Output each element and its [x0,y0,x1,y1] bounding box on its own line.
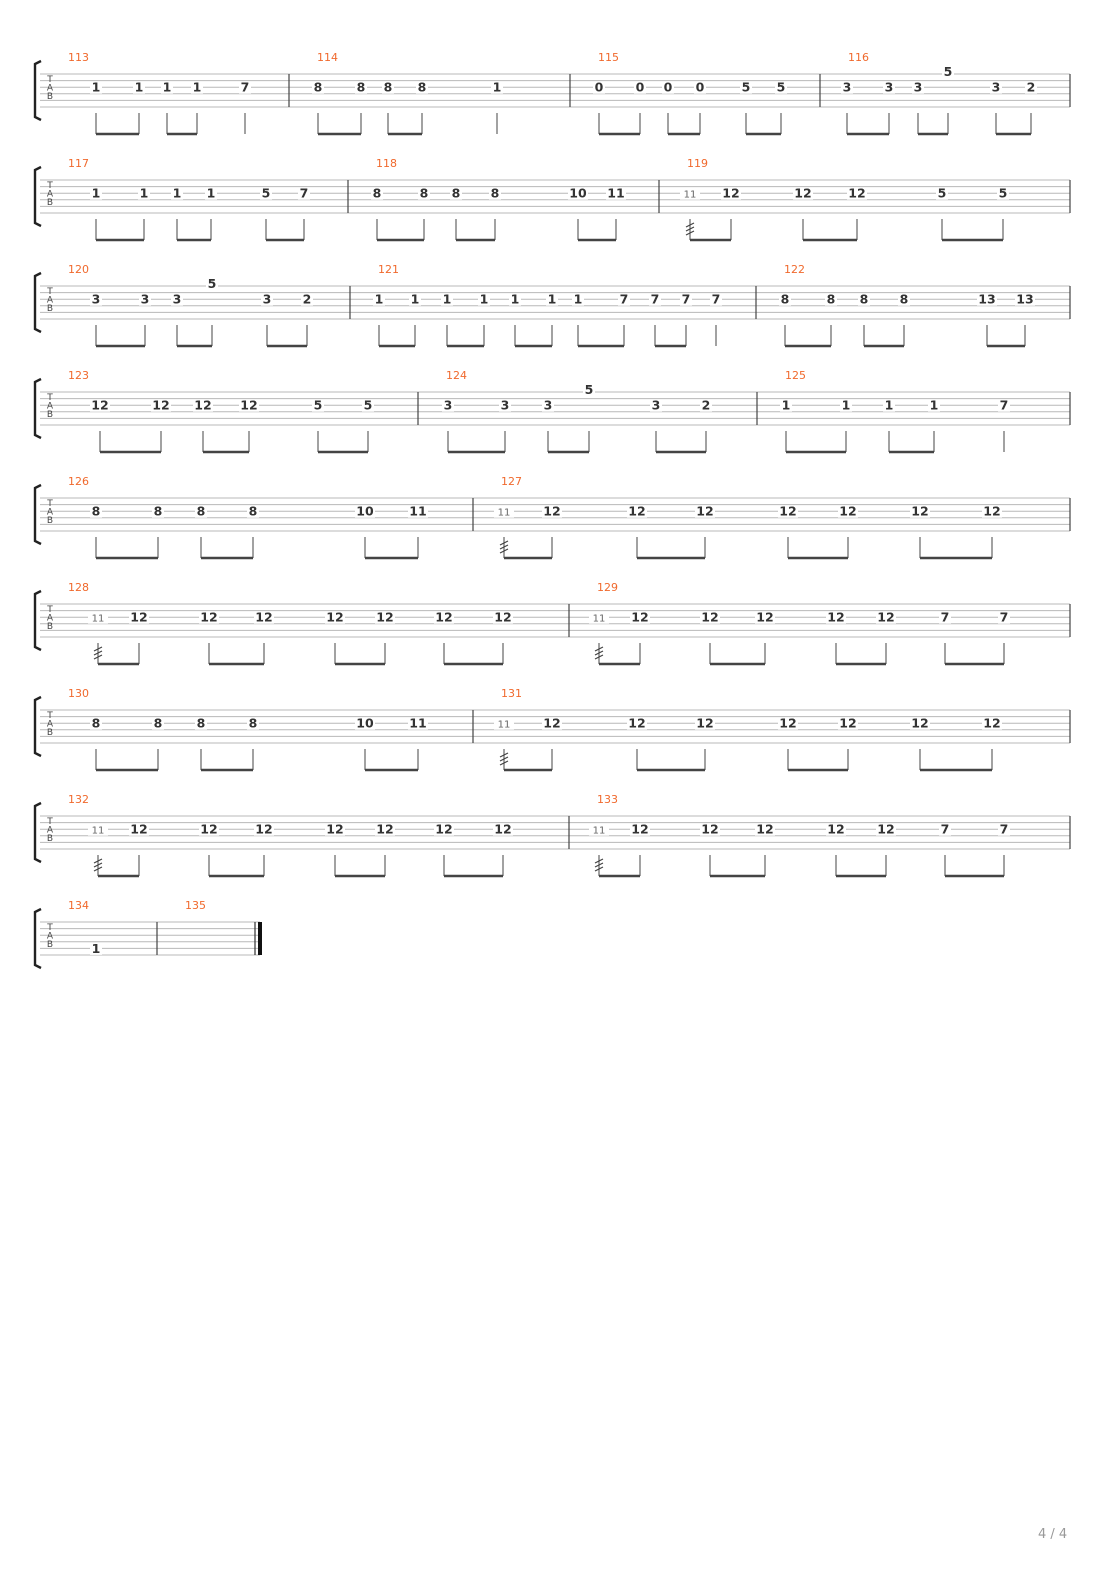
fret-number: 1 [510,291,520,307]
fret-number: 2 [701,397,711,413]
fret-number: 12 [91,397,109,413]
tab-clef-letter: B [46,940,54,950]
grace-note-fret: 11 [497,719,511,731]
tab-clef-letter: T [47,923,53,933]
measure-number: 120 [68,263,89,276]
fret-number: 3 [140,291,150,307]
measure-number: 125 [785,369,806,382]
tab-clef-letter: B [46,516,54,526]
fret-number: 12 [152,397,170,413]
fret-number: 3 [262,291,272,307]
fret-number: 0 [663,79,673,95]
fret-number: 8 [248,715,258,731]
fret-number: 12 [194,397,212,413]
tab-clef-letter: A [46,189,54,200]
fret-number: 5 [937,185,947,201]
fret-number: 7 [619,291,629,307]
fret-number: 12 [983,715,1001,731]
fret-number: 12 [848,185,866,201]
tab-clef-letter: T [47,605,53,615]
measure-number: 123 [68,369,89,382]
fret-number: 8 [356,79,366,95]
fret-number: 1 [492,79,502,95]
fret-number: 2 [1026,79,1036,95]
fret-number: 10 [356,715,374,731]
fret-number: 12 [827,609,845,625]
fret-number: 7 [681,291,691,307]
fret-number: 12 [326,821,344,837]
fret-number: 13 [978,291,996,307]
fret-number: 12 [255,609,273,625]
fret-number: 7 [999,821,1009,837]
page-number: 4 / 4 [1038,1527,1068,1542]
fret-number: 1 [547,291,557,307]
fret-number: 12 [827,821,845,837]
fret-number: 1 [781,397,791,413]
fret-number: 3 [443,397,453,413]
fret-number: 7 [940,821,950,837]
fret-number: 3 [500,397,510,413]
measure-number: 115 [598,51,619,64]
fret-number: 1 [841,397,851,413]
grace-note-fret: 11 [592,613,606,625]
fret-number: 3 [913,79,923,95]
measure-number: 121 [378,263,399,276]
fret-number: 8 [313,79,323,95]
fret-number: 7 [999,609,1009,625]
measure-number: 113 [68,51,89,64]
fret-number: 3 [172,291,182,307]
fret-number: 1 [884,397,894,413]
fret-number: 0 [594,79,604,95]
grace-note-fret: 11 [683,189,697,201]
fret-number: 1 [172,185,182,201]
fret-number: 8 [451,185,461,201]
fret-number: 5 [776,79,786,95]
system-bracket [35,167,41,226]
fret-number: 12 [696,503,714,519]
fret-number: 8 [899,291,909,307]
fret-number: 12 [130,821,148,837]
system-bracket [35,273,41,332]
fret-number: 12 [983,503,1001,519]
fret-number: 8 [490,185,500,201]
fret-number: 8 [153,503,163,519]
fret-number: 5 [313,397,323,413]
fret-number: 8 [417,79,427,95]
fret-number: 12 [200,609,218,625]
tab-clef-letter: A [46,719,54,730]
fret-number: 8 [859,291,869,307]
grace-note-fret: 11 [91,825,105,837]
fret-number: 5 [261,185,271,201]
fret-number: 0 [635,79,645,95]
fret-number: 12 [435,609,453,625]
fret-number: 1 [134,79,144,95]
tab-clef-letter: A [46,295,54,306]
measure-number: 126 [68,475,89,488]
fret-number: 5 [207,276,217,291]
fret-number: 12 [631,609,649,625]
measure-number: 122 [784,263,805,276]
fret-number: 10 [356,503,374,519]
measure-number: 132 [68,793,89,806]
system-bracket [35,591,41,650]
fret-number: 12 [326,609,344,625]
measure-number: 124 [446,369,467,382]
fret-number: 1 [139,185,149,201]
measure-number: 129 [597,581,618,594]
fret-number: 5 [363,397,373,413]
fret-number: 3 [651,397,661,413]
tab-clef-letter: A [46,83,54,94]
tab-clef-letter: B [46,834,54,844]
tab-clef-letter: A [46,401,54,412]
fret-number: 0 [695,79,705,95]
fret-number: 8 [419,185,429,201]
tab-clef-letter: B [46,622,54,632]
fret-number: 5 [741,79,751,95]
fret-number: 5 [943,64,953,79]
fret-number: 11 [409,503,427,519]
fret-number: 12 [435,821,453,837]
measure-number: 114 [317,51,338,64]
measure-number: 117 [68,157,89,170]
fret-number: 8 [248,503,258,519]
fret-number: 8 [91,715,101,731]
measure-number: 127 [501,475,522,488]
system-bracket [35,697,41,756]
fret-number: 3 [991,79,1001,95]
fret-number: 8 [196,503,206,519]
tab-clef-letter: T [47,287,53,297]
fret-number: 7 [299,185,309,201]
fret-number: 1 [162,79,172,95]
grace-note-fret: 11 [91,613,105,625]
fret-number: 8 [780,291,790,307]
system-bracket [35,379,41,438]
tab-clef-letter: B [46,198,54,208]
fret-number: 12 [543,715,561,731]
fret-number: 5 [584,382,594,397]
fret-number: 8 [383,79,393,95]
fret-number: 13 [1016,291,1034,307]
fret-number: 12 [756,821,774,837]
fret-number: 12 [376,609,394,625]
fret-number: 12 [911,503,929,519]
fret-number: 7 [240,79,250,95]
measure-number: 118 [376,157,397,170]
fret-number: 12 [877,609,895,625]
tab-clef-letter: A [46,613,54,624]
fret-number: 1 [410,291,420,307]
fret-number: 12 [701,821,719,837]
fret-number: 11 [409,715,427,731]
tab-clef-letter: T [47,817,53,827]
measure-number: 133 [597,793,618,806]
fret-number: 3 [842,79,852,95]
fret-number: 12 [200,821,218,837]
fret-number: 2 [302,291,312,307]
tab-clef-letter: T [47,499,53,509]
system-bracket [35,909,41,968]
fret-number: 12 [839,715,857,731]
fret-number: 3 [543,397,553,413]
fret-number: 3 [884,79,894,95]
fret-number: 8 [372,185,382,201]
fret-number: 1 [91,185,101,201]
grace-note-fret: 11 [497,507,511,519]
system-bracket [35,803,41,862]
tab-clef-letter: A [46,931,54,942]
fret-number: 7 [999,397,1009,413]
fret-number: 12 [794,185,812,201]
fret-number: 11 [607,185,625,201]
fret-number: 12 [628,715,646,731]
measure-number: 135 [185,899,206,912]
measure-number: 128 [68,581,89,594]
fret-number: 8 [91,503,101,519]
fret-number: 1 [479,291,489,307]
fret-number: 7 [650,291,660,307]
tab-clef-letter: T [47,181,53,191]
grace-note-fret: 11 [592,825,606,837]
fret-number: 12 [255,821,273,837]
fret-number: 12 [130,609,148,625]
fret-number: 12 [631,821,649,837]
fret-number: 12 [839,503,857,519]
tab-clef-letter: A [46,825,54,836]
fret-number: 1 [374,291,384,307]
fret-number: 12 [240,397,258,413]
fret-number: 7 [940,609,950,625]
system-bracket [35,485,41,544]
fret-number: 1 [442,291,452,307]
tab-clef-letter: A [46,507,54,518]
fret-number: 12 [877,821,895,837]
fret-number: 1 [929,397,939,413]
fret-number: 12 [696,715,714,731]
fret-number: 12 [779,715,797,731]
fret-number: 12 [494,821,512,837]
fret-number: 8 [196,715,206,731]
measure-number: 134 [68,899,89,912]
measure-number: 131 [501,687,522,700]
fret-number: 1 [91,940,101,956]
tab-clef-letter: B [46,410,54,420]
tab-clef-letter: T [47,711,53,721]
fret-number: 12 [701,609,719,625]
fret-number: 8 [826,291,836,307]
fret-number: 3 [91,291,101,307]
tab-clef-letter: T [47,75,53,85]
fret-number: 12 [494,609,512,625]
tab-clef-letter: B [46,304,54,314]
fret-number: 12 [628,503,646,519]
tab-clef-letter: B [46,92,54,102]
fret-number: 12 [722,185,740,201]
final-barline-thick [258,922,262,955]
measure-number: 119 [687,157,708,170]
measure-number: 116 [848,51,869,64]
measure-number: 130 [68,687,89,700]
fret-number: 8 [153,715,163,731]
system-bracket [35,61,41,120]
fret-number: 12 [779,503,797,519]
fret-number: 1 [206,185,216,201]
fret-number: 1 [192,79,202,95]
tab-clef-letter: B [46,728,54,738]
fret-number: 12 [756,609,774,625]
fret-number: 1 [573,291,583,307]
fret-number: 7 [711,291,721,307]
fret-number: 1 [91,79,101,95]
tab-clef-letter: T [47,393,53,403]
fret-number: 10 [569,185,587,201]
fret-number: 5 [998,185,1008,201]
fret-number: 12 [376,821,394,837]
fret-number: 12 [911,715,929,731]
fret-number: 12 [543,503,561,519]
